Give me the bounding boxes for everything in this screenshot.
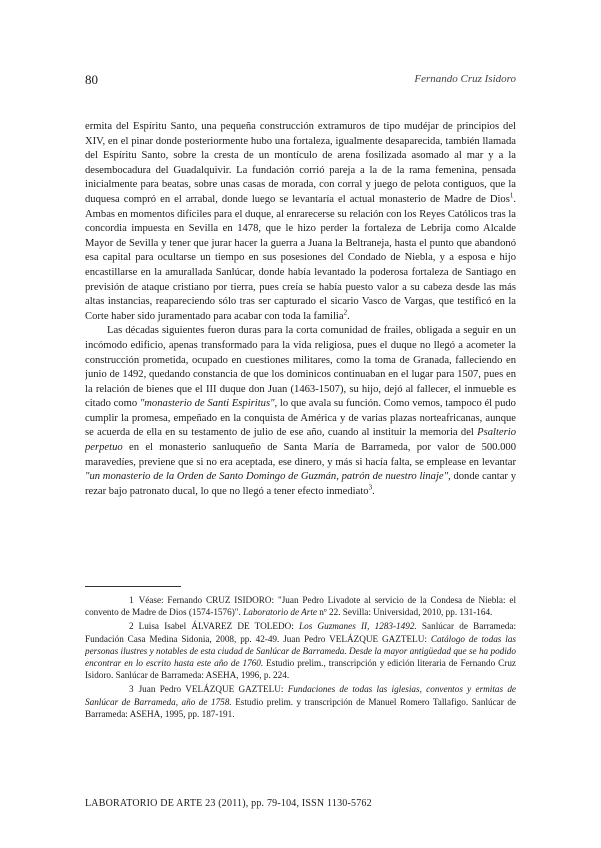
footnote-3 [85,683,516,720]
paragraph-text: , lo que avala su función. Como vemos, tampoco él pudo cumplir la promesa, empeñado en la conquista de América y de varias plazas norteafricanas, aunque se acuerda de ella en su testamento de julio de ese año, cuando al instituir la memoria del [85,398,516,439]
paragraph-text: en el monasterio sanluqueño de Santa María de Barrameda, por valor de 500.000 maravedíes, previene que si no era aceptada, ese dinero, y más si hacía falta, se emplease en levantar [85,442,516,468]
paragraph-1 [85,120,516,324]
journal-citation-footer: LABORATORIO DE ARTE 23 (2011), pp. 79-104, ISSN 1130-5762 [85,798,372,809]
journal-title: Laboratorio de Arte [243,607,317,618]
footnote-ref[interactable]: 3 [368,483,373,492]
quoted-title: "un monasterio de la Orden de Santo Domingo de Guzmán, patrón de nuestro linaje" [85,471,449,483]
paragraph-text: . [372,485,375,497]
footnote-divider [85,586,181,587]
book-title: Catálogo de todas las personas ilustres y notables de esta ciudad de Sanlúcar de Barrameda. Desde la mayor antigüedad que se ha podido encontrar en lo escrito hasta este año de 1760. [85,633,516,669]
quoted-title: "monasterio de Santi Espiritus" [139,398,275,410]
paragraph-text: , donde cantar y rezar bajo patronato ducal, lo que no llegó a tener efecto inmediato [85,471,516,497]
footnote-text: Estudio prelim. y transcripción de Manuel Romero Tallafigo. Sanlúcar de Barrameda: ASEHA, 1995, pp. 187-191. [85,696,516,719]
footnote-1 [85,594,516,618]
page-number: 80 [85,72,98,87]
body-text [85,120,516,575]
footnote-text: Juan Pedro VELÁZQUE GAZTELU: [138,684,284,695]
footnote-2 [85,620,516,681]
footnote-ref[interactable]: 1 [509,191,514,200]
paragraph-text: . Ambas en momentos difíciles para el duque, al enrarecerse su relación con los Reyes Católicos tras la concordia impuesta en Sevilla en 1478, que le hizo perder la fortaleza de Lebrija como Alcalde Mayor de Sevilla y tener que jurar hacer la guerra a Juana la Beltraneja, hasta el punto que abandonó esa capital para ocultarse un tiempo en sus posesiones del Condado de Niebla, y a esposa e hijo encastillarse en la amurallada Sanlúcar, donde había levantado la poderosa fortaleza de Santiago en previsión de ataque cristiano por tierra, pues creía se había puesto valor a su cabeza desde las más altas instancias, reapareciendo sólo tras ser capturado el sicario Vasco de Vargas, que testificó en la Corte haber sido juramentado para acabar con toda la familia [85,193,516,322]
footnote-number: 3 [129,684,134,695]
footnote-ref[interactable]: 2 [343,308,348,317]
footnote-text: Sanlúcar de Barrameda: Fundación Casa Medina Sidonia, 2008, pp. 42-49. Juan Pedro VELÁZQUE GAZTELU: [85,621,516,644]
footnote-number: 2 [129,621,134,632]
footnote-number: 1 [129,595,134,605]
paragraph-2 [85,324,516,499]
footnote-text: Estudio prelim., transcripción y edición literaria de Fernando Cruz Isidoro. Sanlúcar de Barrameda: ASEHA, 1996, p. 224. [85,658,516,681]
footnotes [85,594,516,754]
book-title: Los Guzmanes II, 1283-1492. [299,621,417,632]
paragraph-text: Las décadas siguientes fueron duras para la corta comunidad de frailes, obligada a seguir en un incómodo edificio, apenas transformado para la vida religiosa, pues el duque no llegó a acometer la construcción prometida, ocupado en cuestiones militares, como la toma de Granada, falleciendo en junio de 1492, quedando constancia de que los dominicos continuaban en el lugar para 1507, pues en la relación de bienes que el III duque don Juan (1463-1507), su hijo, dejó al fallecer, el inmueble es citado como [85,325,516,410]
footnote-text: Véase: Fernando CRUZ ISIDORO: "Juan Pedro Livadote al servicio de la Condesa de Niebla: el convento de Madre de Dios (1574-1576)". [85,595,516,618]
footnote-text: nº 22. Sevilla: Universidad, 2010, pp. 131-164. [319,607,493,618]
paragraph-text: ermita del Espíritu Santo, una pequeña construcción extramuros de tipo mudéjar de principios del XIV, en el pinar donde posteriormente hubo una fortaleza, igualmente desaparecida, también llamada del Espíritu Santo, sobre la cresta de un montículo de arena fosilizada asomado al mar y a la desembocadura del Guadalquivir. La fundación corrió pareja a la de la rama femenina, pensada inicialmente para beatas, sobre unas casas de morada, con corral y juego de pelota contiguos, que la duquesa compró en el arrabal, donde luego se levantaría el actual monasterio de Madre de Dios [85,121,516,205]
paragraph-text: . [347,310,350,322]
running-head: Fernando Cruz Isidoro [414,73,516,85]
footnote-text: Luisa Isabel ÁLVAREZ DE TOLEDO: [138,621,294,632]
book-title: Fundaciones de todas las iglesias, conventos y ermitas de Sanlúcar de Barrameda, año de 1758. [85,684,516,707]
work-title: Psalterio perpetuo [85,427,516,454]
